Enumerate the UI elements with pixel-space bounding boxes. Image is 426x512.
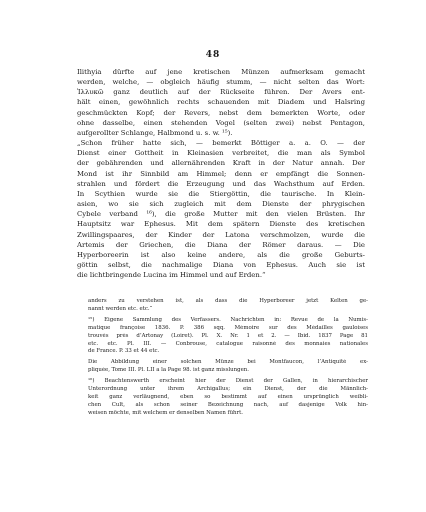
page-number: 48 [205,50,221,60]
footnote [88,317,368,357]
body-line: der gebährenden und allernährenden Kraft in der Natur annah. Der [77,159,365,168]
footnote-line: chen Cult, als schon seiner Bezeichnung nach, auf dasjenige Volk hin- [88,401,368,408]
footnote-line: Die Abbildung einer solchen Münze bei Montfaucon, l’Antiquité ex- [88,359,368,366]
body-line: Ἰλλυκῶ ganz deutlich auf der Rückseite führen. Der Avers ent- [77,88,365,97]
body-line: strahlen und fördert die Erzeugung und das Wachsthum auf Erden. [77,179,365,188]
main-text [77,67,365,280]
body-line: Hauptsitz war Ephesus. Mit dem spätern Dienste des kretischen [77,220,365,229]
footnotes [88,298,368,418]
footnote-line: de France. P. 33 et 44 etc. [88,348,160,355]
body-line: werden, welche, — obgleich häufig stumm, — nicht selten das Wort: [77,78,365,87]
body-line: „Schon früher hatte sich, — bemerkt Böttiger a. a. O. — der [77,139,365,148]
footnote [88,359,368,375]
body-line: asien, wo sie sich zugleich mit dem Dienste der phrygischen [77,200,365,209]
body-line: Zwillingspaares, der Kinder der Latona verschmolzen, wurde die [77,230,365,239]
footnote-line: Unterordnung unter ihrem Archigallus; ein Dienst, der die Männlich- [88,386,368,393]
body-line: Hyperboreerin ist also keine andere, als die große Geburts- [77,250,365,259]
body-line: Ilithyia dürfte auf jene kretischen Münzen aufmerksam gemacht [77,68,365,76]
footnote-line: keit ganz verläugnend, eben so bestimmt auf einen ursprünglich weibli- [88,393,368,400]
body-line: Dienst einer Gottheit in Kleinasien verbreitet, die man als Symbol [77,149,365,158]
footnote [88,298,368,314]
footnote-line: trouvés près d’Artonay (Loiret). Pl. X. Nr. 1 et 2. — Ibid. 1837 Page 81 [88,332,368,339]
footnote [88,378,368,418]
footnote-line: ¹⁶) Beachtenswerth erscheint hier der Dienst der Gallen, in hierarchischer [88,378,368,385]
body-line: Artemis der Griechen, die Diana der Römer daraus. — Die [77,240,365,249]
body-line: die lichtbringende Lucina im Himmel und auf Erden.“ [77,271,266,280]
body-line: göttin selbst, die nachmalige Diana von Ephesus. Auch sie ist [77,260,365,269]
body-line: geschmückten Kopf; der Revers, nebst dem bemerkten Worte, oder [77,108,365,117]
footnote-line: matique françoise 1836. P. 386 sqq. Mémoire sur des Médailles gauloises [88,324,368,331]
body-line: Cybele verband ¹⁶), die große Mutter mit den vielen Brüsten. Ihr [77,210,365,219]
body-line: hält einen, gewöhnlich rechts schauenden mit Diadem und Halsring [77,98,365,107]
footnote-line: anders zu verstehen ist, als dass die Hyperboreer jetzt Kelten ge- [88,298,368,304]
body-line: In Scythien wurde sie die Stiergöttin, die taurische. In Klein- [77,189,365,198]
footnote-line: nannt werden etc. etc.“ [88,305,153,312]
footnote-line: pliquée, Tome III. Pl. LII a la Page 98. ist ganz misslungen. [88,367,249,374]
body-line: ohne dasselbe, einen stehenden Vogel (selten zwei) nebst Pentagon, [77,118,365,127]
footnote-line: ¹⁵) Eigene Sammlung des Verfassers. Nachrichten in: Revue de la Numis- [88,316,368,323]
footnote-line: weisen möchte, mit welchem er denselben Namen führt. [88,409,243,416]
body-line: aufgerollter Schlange, Halbmond u. s. w. ¹⁵). [77,128,233,137]
body-line: Mond ist ihr Sinnbild am Himmel; denn er empfängt die Sonnen- [77,169,365,178]
footnote-line: etc. etc. Pl. III. — Conbrouse, catalogue raisonné des monnaies nationales [88,340,368,347]
